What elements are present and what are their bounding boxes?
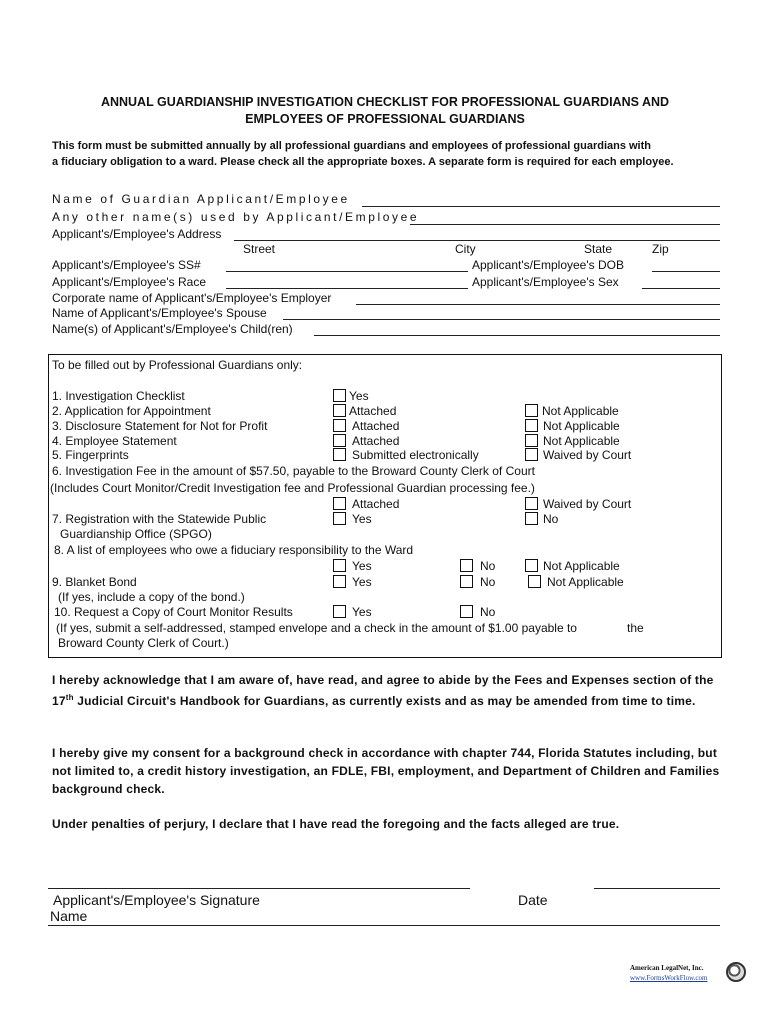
- item4-attached-checkbox[interactable]: [333, 434, 346, 447]
- item3-na-checkbox[interactable]: [525, 419, 538, 432]
- item4-na-label: Not Applicable: [543, 434, 620, 448]
- ssn-input-line[interactable]: [226, 271, 468, 272]
- item6-attached-label: Attached: [352, 497, 400, 511]
- item9-na-label: Not Applicable: [547, 575, 624, 589]
- item2-na-label: Not Applicable: [542, 404, 619, 418]
- item10-no-checkbox[interactable]: [460, 605, 473, 618]
- item10-yes-checkbox[interactable]: [333, 605, 346, 618]
- item8-label: 8. A list of employees who owe a fiduciary responsibility to the Ward: [54, 543, 414, 557]
- item2-label: 2. Application for Appointment: [52, 404, 211, 418]
- item10-no-label: No: [480, 605, 496, 619]
- item7-no-label: No: [543, 512, 559, 526]
- form-title-line1: ANNUAL GUARDIANSHIP INVESTIGATION CHECKLIST FOR PROFESSIONAL GUARDIANS AND: [100, 95, 670, 109]
- item2-attached-label: Attached: [349, 404, 397, 418]
- item8-no-label: No: [480, 559, 496, 573]
- race-label: Applicant's/Employee's Race: [52, 275, 206, 289]
- item9-yes-checkbox[interactable]: [333, 575, 346, 588]
- zip-label: Zip: [652, 242, 669, 256]
- employer-input-line[interactable]: [356, 304, 720, 305]
- children-input-line[interactable]: [314, 335, 720, 336]
- item10-note-line1: (If yes, submit a self-addressed, stamped envelope and a check in the amount of $1.00 payable to: [56, 621, 577, 635]
- item5-label: 5. Fingerprints: [52, 448, 129, 462]
- company-url[interactable]: www.FormsWorkFlow.com: [630, 974, 708, 982]
- address-input-line[interactable]: [234, 240, 720, 241]
- item7-label-line2: Guardianship Office (SPGO): [60, 527, 212, 541]
- other-names-input-line[interactable]: [410, 224, 720, 225]
- intro-line2: a fiduciary obligation to a ward. Please check all the appropriate boxes. A separate form is required for each employee.: [52, 156, 674, 168]
- item4-na-checkbox[interactable]: [525, 434, 538, 447]
- name-sign-label: Name: [50, 908, 88, 924]
- employer-label: Corporate name of Applicant's/Employee's Employer: [52, 291, 332, 305]
- item7-yes-checkbox[interactable]: [333, 512, 346, 525]
- item4-attached-label: Attached: [352, 434, 400, 448]
- item1-label: 1. Investigation Checklist: [52, 389, 185, 403]
- other-names-label: Any other name(s) used by Applicant/Employee: [52, 210, 420, 224]
- acknowledgement-paragraph: I hereby acknowledge that I am aware of, have read, and agree to abide by the Fees and Expenses section of the 17th Judicial Circuit's Handbook for Guardians, as currently exists and as may be amended from time to time.: [52, 673, 714, 708]
- state-label: State: [584, 242, 613, 256]
- item5-waived-checkbox[interactable]: [525, 448, 538, 461]
- children-label: Name(s) of Applicant's/Employee's Child(ren): [52, 322, 293, 336]
- spouse-label: Name of Applicant's/Employee's Spouse: [52, 306, 267, 320]
- address-label: Applicant's/Employee's Address: [52, 227, 222, 241]
- dob-label: Applicant's/Employee's DOB: [472, 258, 624, 272]
- item9-note: (If yes, include a copy of the bond.): [58, 590, 245, 604]
- item8-na-checkbox[interactable]: [525, 559, 538, 572]
- dob-input-line[interactable]: [652, 271, 720, 272]
- item1-yes-label: Yes: [349, 389, 369, 403]
- item6-waived-label: Waived by Court: [543, 497, 632, 511]
- item6-attached-checkbox[interactable]: [333, 497, 346, 510]
- item7-label-line1: 7. Registration with the Statewide Public: [52, 512, 267, 526]
- item8-no-checkbox[interactable]: [460, 559, 473, 572]
- consent-paragraph: I hereby give my consent for a background check in accordance with chapter 744, Florida Statutes including, but not limited to, a credit history investigation, an FDLE, FBI, employment, and Department of Children and Families background check.: [52, 746, 720, 796]
- item8-na-label: Not Applicable: [543, 559, 620, 573]
- name-line[interactable]: [48, 925, 720, 926]
- item3-label: 3. Disclosure Statement for Not for Profit: [52, 419, 268, 433]
- item9-yes-label: Yes: [352, 575, 372, 589]
- item5-submitted-checkbox[interactable]: [333, 448, 346, 461]
- item1-yes-checkbox[interactable]: [333, 389, 346, 402]
- signature-line[interactable]: [48, 888, 470, 889]
- ssn-label: Applicant's/Employee's SS#: [52, 258, 201, 272]
- spouse-input-line[interactable]: [283, 319, 720, 320]
- item2-na-checkbox[interactable]: [525, 404, 538, 417]
- item10-note-line1-end: the: [627, 621, 644, 635]
- item9-na-checkbox[interactable]: [528, 575, 541, 588]
- street-label: Street: [243, 242, 276, 256]
- item2-attached-checkbox[interactable]: [333, 404, 346, 417]
- item6-waived-checkbox[interactable]: [525, 497, 538, 510]
- item3-attached-checkbox[interactable]: [333, 419, 346, 432]
- item6-note: (Includes Court Monitor/Credit Investigation fee and Professional Guardian processing fee.): [50, 481, 535, 495]
- item3-attached-label: Attached: [352, 419, 400, 433]
- sex-label: Applicant's/Employee's Sex: [472, 275, 619, 289]
- item9-no-label: No: [480, 575, 496, 589]
- item8-yes-label: Yes: [352, 559, 372, 573]
- item8-yes-checkbox[interactable]: [333, 559, 346, 572]
- intro-line1: This form must be submitted annually by all professional guardians and employees of professional guardians with: [52, 140, 652, 152]
- item10-yes-label: Yes: [352, 605, 372, 619]
- item4-label: 4. Employee Statement: [52, 434, 177, 448]
- signature-label: Applicant's/Employee's Signature: [53, 892, 260, 908]
- item5-submitted-label: Submitted electronically: [352, 448, 479, 462]
- date-label: Date: [518, 892, 548, 908]
- item3-na-label: Not Applicable: [543, 419, 620, 433]
- name-label: Name of Guardian Applicant/Employee: [52, 192, 350, 206]
- item9-no-checkbox[interactable]: [460, 575, 473, 588]
- item7-no-checkbox[interactable]: [525, 512, 538, 525]
- item10-label: 10. Request a Copy of Court Monitor Results: [54, 605, 293, 619]
- globe-icon: [726, 962, 746, 982]
- form-title-line2: EMPLOYEES OF PROFESSIONAL GUARDIANS: [245, 112, 525, 126]
- sex-input-line[interactable]: [642, 288, 720, 289]
- item9-label: 9. Blanket Bond: [52, 575, 137, 589]
- item6-label: 6. Investigation Fee in the amount of $57.50, payable to the Broward County Clerk of Court: [52, 464, 535, 478]
- checklist-header: To be filled out by Professional Guardians only:: [52, 358, 303, 372]
- city-label: City: [455, 242, 476, 256]
- item5-waived-label: Waived by Court: [543, 448, 632, 462]
- date-line[interactable]: [594, 888, 720, 889]
- perjury-statement: Under penalties of perjury, I declare that I have read the foregoing and the facts alleged are true.: [52, 817, 620, 831]
- name-input-line[interactable]: [362, 206, 720, 207]
- item7-yes-label: Yes: [352, 512, 372, 526]
- company-name: American LegalNet, Inc.: [630, 964, 704, 972]
- race-input-line[interactable]: [226, 288, 468, 289]
- company-logo: [628, 962, 746, 986]
- item10-note-line2: Broward County Clerk of Court.): [58, 636, 229, 650]
